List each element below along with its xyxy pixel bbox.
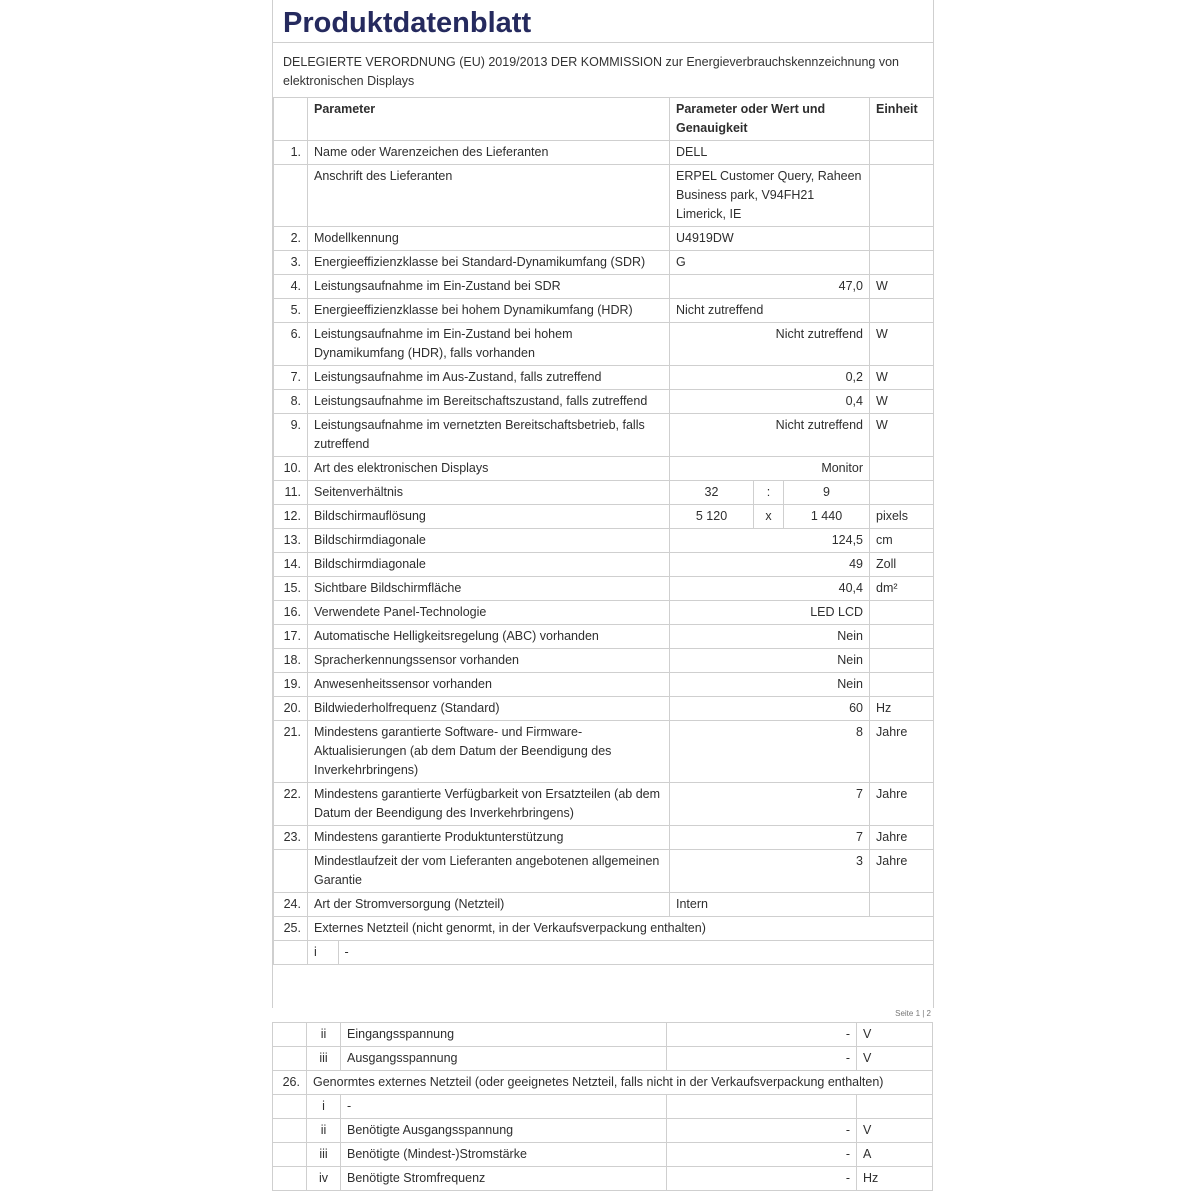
row-value: 0,4 bbox=[670, 390, 870, 414]
row-parameter: Mindestens garantierte Verfügbarkeit von Ersatzteilen (ab dem Datum der Beendigung des Inverkehrbringens) bbox=[308, 783, 670, 826]
row-unit bbox=[870, 165, 934, 227]
row-unit bbox=[870, 893, 934, 917]
row-value: 7 bbox=[670, 783, 870, 826]
row-value: 49 bbox=[670, 553, 870, 577]
row-unit bbox=[870, 625, 934, 649]
row-number: 14. bbox=[274, 553, 308, 577]
row-parameter: Mindestens garantierte Software- und Firmware-Aktualisierungen (ab dem Datum der Beendigung des Inverkehrbringens) bbox=[308, 721, 670, 783]
row-value-a: 32 bbox=[670, 481, 754, 505]
sub-number: i bbox=[307, 1095, 341, 1119]
row-parameter: Bildschirmdiagonale bbox=[308, 529, 670, 553]
sub-unit: V bbox=[857, 1047, 933, 1071]
row-value: 8 bbox=[670, 721, 870, 783]
table-row bbox=[274, 850, 934, 893]
row-number: 2. bbox=[274, 227, 308, 251]
table-row bbox=[273, 1071, 933, 1095]
table-row bbox=[274, 721, 934, 783]
table-row bbox=[274, 390, 934, 414]
table-row bbox=[274, 893, 934, 917]
row-value: Monitor bbox=[670, 457, 870, 481]
row-unit: cm bbox=[870, 529, 934, 553]
row-parameter: Leistungsaufnahme im vernetzten Bereitschaftsbetrieb, falls zutreffend bbox=[308, 414, 670, 457]
row-value: Nicht zutreffend bbox=[670, 323, 870, 366]
sub-label: Benötigte Stromfrequenz bbox=[341, 1167, 667, 1191]
header-value: Parameter oder Wert und Genauigkeit bbox=[670, 98, 870, 141]
row-value: Nein bbox=[670, 625, 870, 649]
table-row bbox=[274, 299, 934, 323]
table-row bbox=[274, 414, 934, 457]
row-number: 12. bbox=[274, 505, 308, 529]
row-value-separator: x bbox=[754, 505, 784, 529]
sub-value: - bbox=[667, 1167, 857, 1191]
row-parameter: Leistungsaufnahme im Ein-Zustand bei SDR bbox=[308, 275, 670, 299]
table-row bbox=[274, 251, 934, 275]
table-row bbox=[274, 941, 934, 965]
row-unit bbox=[870, 227, 934, 251]
sub-number: ii bbox=[307, 1023, 341, 1047]
sub-number: iii bbox=[307, 1047, 341, 1071]
row-value: Nicht zutreffend bbox=[670, 299, 870, 323]
row-parameter: Verwendete Panel-Technologie bbox=[308, 601, 670, 625]
row-unit: Zoll bbox=[870, 553, 934, 577]
row-number: 6. bbox=[274, 323, 308, 366]
row-number: 1. bbox=[274, 141, 308, 165]
table-row bbox=[274, 649, 934, 673]
row-unit: W bbox=[870, 390, 934, 414]
row-number: 11. bbox=[274, 481, 308, 505]
row-number: 20. bbox=[274, 697, 308, 721]
sub-label: Benötigte (Mindest-)Stromstärke bbox=[341, 1143, 667, 1167]
row-value: DELL bbox=[670, 141, 870, 165]
sub-number: iii bbox=[307, 1143, 341, 1167]
row-value-separator: : bbox=[754, 481, 784, 505]
row-unit bbox=[870, 481, 934, 505]
table-row bbox=[274, 553, 934, 577]
table-row bbox=[274, 227, 934, 251]
row-value: Nicht zutreffend bbox=[670, 414, 870, 457]
row-unit: Jahre bbox=[870, 850, 934, 893]
row-number: 18. bbox=[274, 649, 308, 673]
sub-unit: A bbox=[857, 1143, 933, 1167]
table-row bbox=[274, 783, 934, 826]
row-parameter: Anwesenheitssensor vorhanden bbox=[308, 673, 670, 697]
table-row bbox=[274, 673, 934, 697]
row-unit: Jahre bbox=[870, 783, 934, 826]
row-parameter: Art der Stromversorgung (Netzteil) bbox=[308, 893, 670, 917]
row-unit bbox=[870, 649, 934, 673]
sub-label: Eingangsspannung bbox=[341, 1023, 667, 1047]
row-value: 124,5 bbox=[670, 529, 870, 553]
row-number: 21. bbox=[274, 721, 308, 783]
sub-value: - bbox=[667, 1119, 857, 1143]
table-row bbox=[273, 1167, 933, 1191]
table-row bbox=[273, 1095, 933, 1119]
sub-number: ii bbox=[307, 1119, 341, 1143]
table-row bbox=[274, 165, 934, 227]
table-row bbox=[274, 529, 934, 553]
table-header-row bbox=[274, 98, 934, 141]
row-number: 24. bbox=[274, 893, 308, 917]
row-value: LED LCD bbox=[670, 601, 870, 625]
row-number: 5. bbox=[274, 299, 308, 323]
row-parameter: Anschrift des Lieferanten bbox=[308, 165, 670, 227]
sub-value: - bbox=[667, 1023, 857, 1047]
row-parameter: Name oder Warenzeichen des Lieferanten bbox=[308, 141, 670, 165]
row-value-b: 1 440 bbox=[784, 505, 870, 529]
row-number: 4. bbox=[274, 275, 308, 299]
row-parameter: Leistungsaufnahme im Aus-Zustand, falls zutreffend bbox=[308, 366, 670, 390]
row-value: 3 bbox=[670, 850, 870, 893]
row-unit bbox=[870, 673, 934, 697]
table-row bbox=[274, 917, 934, 941]
row-number: 16. bbox=[274, 601, 308, 625]
table-row bbox=[273, 1023, 933, 1047]
row-unit: Hz bbox=[870, 697, 934, 721]
row-parameter: Leistungsaufnahme im Ein-Zustand bei hohem Dynamikumfang (HDR), falls vorhanden bbox=[308, 323, 670, 366]
table-row bbox=[274, 275, 934, 299]
row-parameter: Automatische Helligkeitsregelung (ABC) vorhanden bbox=[308, 625, 670, 649]
row-value: Nein bbox=[670, 673, 870, 697]
table-row bbox=[273, 1047, 933, 1071]
row-parameter: Art des elektronischen Displays bbox=[308, 457, 670, 481]
table-row bbox=[274, 697, 934, 721]
row-number: 17. bbox=[274, 625, 308, 649]
row-unit: W bbox=[870, 275, 934, 299]
sub-label: - bbox=[341, 1095, 667, 1119]
row-number: 10. bbox=[274, 457, 308, 481]
row-parameter: Sichtbare Bildschirmfläche bbox=[308, 577, 670, 601]
row-parameter: Bildschirmdiagonale bbox=[308, 553, 670, 577]
sub-value bbox=[667, 1095, 857, 1119]
row-number: 7. bbox=[274, 366, 308, 390]
sub-number: iv bbox=[307, 1167, 341, 1191]
table-row bbox=[273, 1143, 933, 1167]
table-row bbox=[274, 826, 934, 850]
table-row bbox=[274, 141, 934, 165]
row-unit: pixels bbox=[870, 505, 934, 529]
row-unit bbox=[870, 601, 934, 625]
row-number: 8. bbox=[274, 390, 308, 414]
row-number: 26. bbox=[273, 1071, 307, 1095]
table-row bbox=[274, 457, 934, 481]
row-unit: Jahre bbox=[870, 721, 934, 783]
row-value: Intern bbox=[670, 893, 870, 917]
sub-value: - bbox=[667, 1143, 857, 1167]
table-row bbox=[274, 323, 934, 366]
row-unit: W bbox=[870, 323, 934, 366]
table-row bbox=[274, 601, 934, 625]
row-number: 13. bbox=[274, 529, 308, 553]
page-title: Produktdatenblatt bbox=[273, 0, 933, 43]
row-unit: W bbox=[870, 366, 934, 390]
row-number: 15. bbox=[274, 577, 308, 601]
table-row bbox=[274, 625, 934, 649]
row-number: 9. bbox=[274, 414, 308, 457]
row-number bbox=[274, 850, 308, 893]
row-parameter: Genormtes externes Netzteil (oder geeignetes Netzteil, falls nicht in der Verkaufsverpackung enthalten) bbox=[307, 1071, 933, 1095]
page-number-label: Seite 1 | 2 bbox=[895, 1009, 931, 1018]
row-value: 7 bbox=[670, 826, 870, 850]
row-parameter: Bildschirmauflösung bbox=[308, 505, 670, 529]
row-value-a: 5 120 bbox=[670, 505, 754, 529]
sub-unit bbox=[857, 1095, 933, 1119]
row-number: 25. bbox=[274, 917, 308, 941]
row-number bbox=[274, 165, 308, 227]
row-unit: Jahre bbox=[870, 826, 934, 850]
table-row bbox=[274, 481, 934, 505]
row-number: 22. bbox=[274, 783, 308, 826]
datasheet-page-2 bbox=[272, 1022, 932, 1191]
sub-number: i bbox=[308, 941, 338, 964]
sub-label: - bbox=[344, 945, 349, 959]
regulation-subtitle: DELEGIERTE VERORDNUNG (EU) 2019/2013 DER KOMMISSION zur Energieverbrauchskennzeichnung von elektronischen Displays bbox=[283, 55, 899, 88]
row-unit bbox=[870, 251, 934, 275]
row-parameter: Mindestlaufzeit der vom Lieferanten angebotenen allgemeinen Garantie bbox=[308, 850, 670, 893]
row-unit: W bbox=[870, 414, 934, 457]
header-parameter: Parameter bbox=[308, 98, 670, 141]
row-number: 19. bbox=[274, 673, 308, 697]
table-row bbox=[274, 366, 934, 390]
row-parameter: Spracherkennungssensor vorhanden bbox=[308, 649, 670, 673]
row-unit bbox=[870, 299, 934, 323]
row-value: 0,2 bbox=[670, 366, 870, 390]
row-unit bbox=[870, 141, 934, 165]
table-row bbox=[274, 505, 934, 529]
parameter-table-continued bbox=[272, 1022, 933, 1191]
row-value: 40,4 bbox=[670, 577, 870, 601]
row-parameter: Energieeffizienzklasse bei Standard-Dynamikumfang (SDR) bbox=[308, 251, 670, 275]
row-value: ERPEL Customer Query, Raheen Business park, V94FH21 Limerick, IE bbox=[670, 165, 870, 227]
row-value: G bbox=[670, 251, 870, 275]
row-parameter: Mindestens garantierte Produktunterstützung bbox=[308, 826, 670, 850]
table-row bbox=[274, 577, 934, 601]
row-value: 47,0 bbox=[670, 275, 870, 299]
row-value: Nein bbox=[670, 649, 870, 673]
row-parameter: Bildwiederholfrequenz (Standard) bbox=[308, 697, 670, 721]
sub-unit: Hz bbox=[857, 1167, 933, 1191]
row-unit bbox=[870, 457, 934, 481]
row-number: 3. bbox=[274, 251, 308, 275]
sub-label: Benötigte Ausgangsspannung bbox=[341, 1119, 667, 1143]
table-row bbox=[273, 1119, 933, 1143]
row-parameter: Leistungsaufnahme im Bereitschaftszustand, falls zutreffend bbox=[308, 390, 670, 414]
sub-unit: V bbox=[857, 1023, 933, 1047]
row-parameter: Seitenverhältnis bbox=[308, 481, 670, 505]
sub-value: - bbox=[667, 1047, 857, 1071]
parameter-table bbox=[273, 97, 934, 965]
header-unit: Einheit bbox=[870, 98, 934, 141]
row-parameter: Energieeffizienzklasse bei hohem Dynamikumfang (HDR) bbox=[308, 299, 670, 323]
row-value: 60 bbox=[670, 697, 870, 721]
sub-unit: V bbox=[857, 1119, 933, 1143]
row-number: 23. bbox=[274, 826, 308, 850]
row-value-b: 9 bbox=[784, 481, 870, 505]
row-parameter: Externes Netzteil (nicht genormt, in der Verkaufsverpackung enthalten) bbox=[308, 917, 934, 941]
row-unit: dm² bbox=[870, 577, 934, 601]
row-value: U4919DW bbox=[670, 227, 870, 251]
datasheet-page-1 bbox=[272, 0, 934, 1018]
row-parameter: Modellkennung bbox=[308, 227, 670, 251]
sub-label: Ausgangsspannung bbox=[341, 1047, 667, 1071]
